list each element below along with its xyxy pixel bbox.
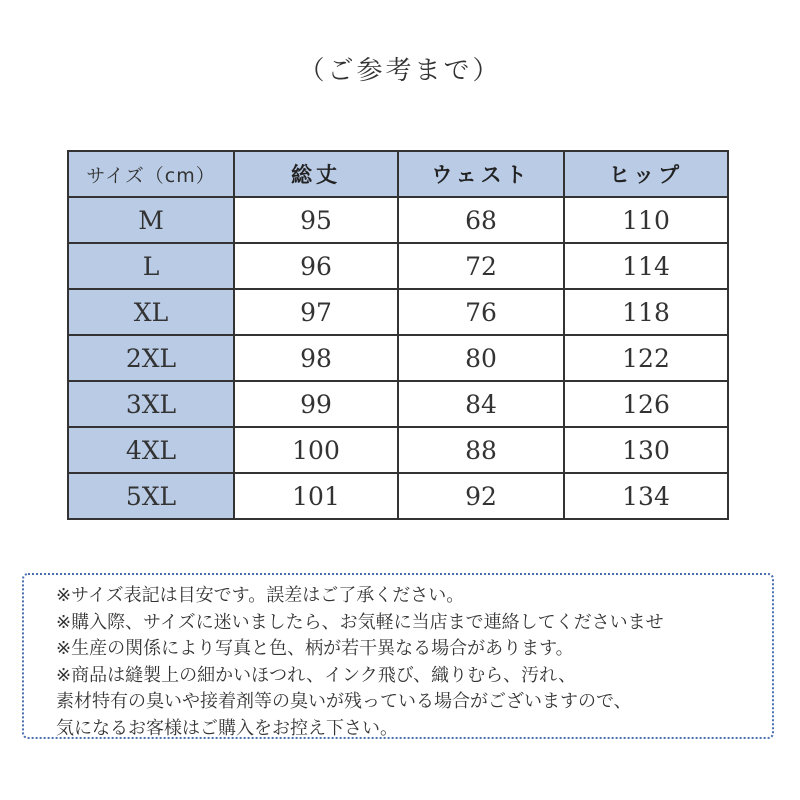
size-cell: 2XL <box>68 335 234 381</box>
waist-cell: 92 <box>398 473 564 519</box>
size-cell: XL <box>68 289 234 335</box>
size-cell: M <box>68 197 234 243</box>
size-table <box>67 150 729 520</box>
note-line: 素材特有の臭いや接着剤等の臭いが残っている場合がございますので、 <box>56 691 632 712</box>
length-cell: 97 <box>234 289 398 335</box>
waist-cell: 80 <box>398 335 564 381</box>
waist-cell: 72 <box>398 243 564 289</box>
length-cell: 101 <box>234 473 398 519</box>
note-line: ※サイズ表記は目安です。誤差はご了承ください。 <box>56 585 465 606</box>
hip-cell: 114 <box>564 243 728 289</box>
header-hip: ヒップ <box>564 151 728 197</box>
hip-cell: 134 <box>564 473 728 519</box>
table-row <box>68 381 728 427</box>
length-cell: 96 <box>234 243 398 289</box>
note-line: ※商品は縫製上の細かいほつれ、インク飛び、織りむら、汚れ、 <box>56 664 577 686</box>
hip-cell: 126 <box>564 381 728 427</box>
table-row <box>68 427 728 473</box>
hip-cell: 110 <box>564 197 728 243</box>
table-row <box>68 197 728 243</box>
hip-cell: 118 <box>564 289 728 335</box>
length-cell: 98 <box>234 335 398 381</box>
table-row <box>68 335 728 381</box>
note-line: ※購入際、サイズに迷いましたら、お気軽に当店まで連絡してくださいませ <box>56 611 664 633</box>
notes-box <box>22 573 774 739</box>
note-line: ※生産の関係により写真と色、柄が若干異なる場合があります。 <box>56 638 574 659</box>
size-cell: 5XL <box>68 473 234 519</box>
hip-cell: 122 <box>564 335 728 381</box>
size-cell: L <box>68 243 234 289</box>
size-cell: 3XL <box>68 381 234 427</box>
waist-cell: 84 <box>398 381 564 427</box>
header-size: サイズ（cm） <box>68 151 234 197</box>
page-title: （ご参考まで） <box>298 56 502 86</box>
table-row <box>68 243 728 289</box>
length-cell: 99 <box>234 381 398 427</box>
hip-cell: 130 <box>564 427 728 473</box>
table-row <box>68 473 728 519</box>
note-line: 気になるお客様はご購入をお控え下さい。 <box>56 717 398 739</box>
length-cell: 95 <box>234 197 398 243</box>
table-row <box>68 289 728 335</box>
waist-cell: 76 <box>398 289 564 335</box>
size-cell: 4XL <box>68 427 234 473</box>
waist-cell: 68 <box>398 197 564 243</box>
waist-cell: 88 <box>398 427 564 473</box>
header-waist: ウェスト <box>398 151 564 197</box>
length-cell: 100 <box>234 427 398 473</box>
header-length: 総丈 <box>234 151 398 197</box>
table-header-row <box>68 151 728 197</box>
